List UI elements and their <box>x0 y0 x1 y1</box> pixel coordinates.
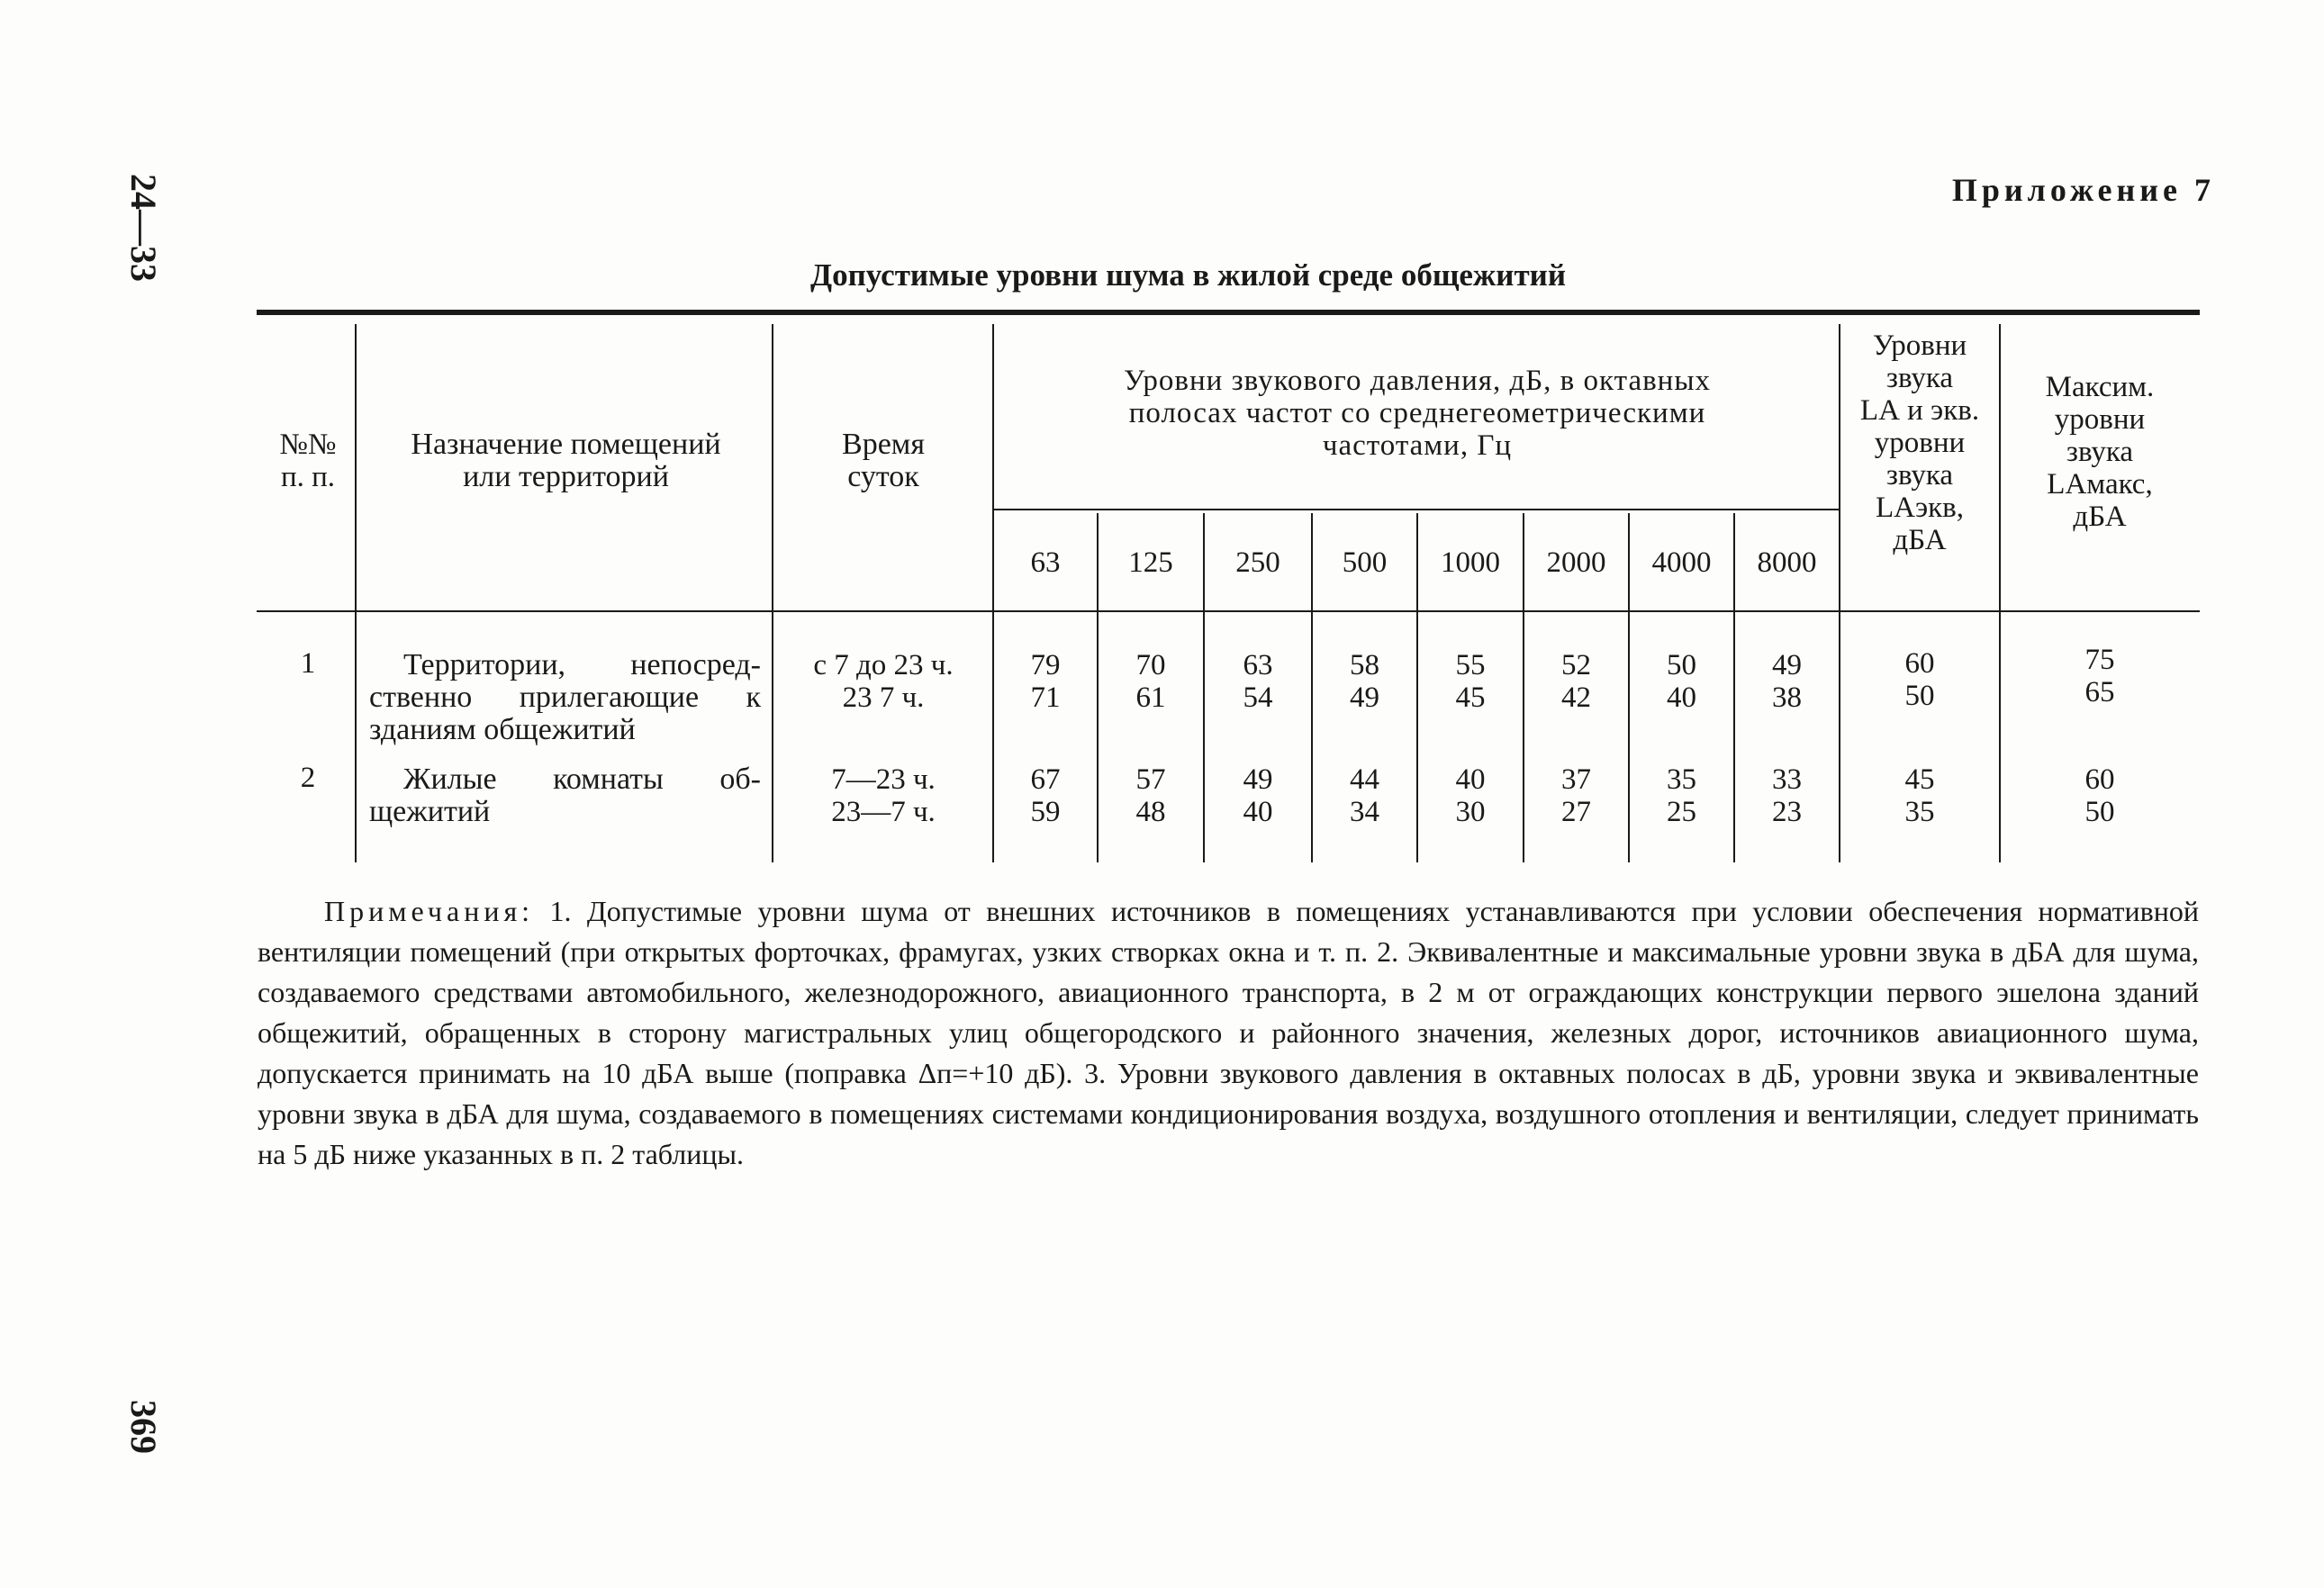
row-level: 58 49 <box>1350 649 1379 714</box>
row-level: 63 54 <box>1243 649 1273 714</box>
header-purpose: Назначение помещений или территорий <box>411 428 721 493</box>
freq-header-rule <box>993 509 1840 510</box>
row-level: 33 23 <box>1772 763 1802 828</box>
row-level: 67 59 <box>1030 763 1061 828</box>
col-divider <box>772 324 773 862</box>
freq-63: 63 <box>1030 546 1061 579</box>
freq-500: 500 <box>1342 546 1388 579</box>
row-level: 70 61 <box>1135 649 1166 714</box>
row-time: с 7 до 23 ч. 23 7 ч. <box>813 649 954 714</box>
row-la: 60 50 <box>1904 647 1935 712</box>
row-purpose: Жилые комнаты об-щежитий <box>369 762 761 828</box>
row-level: 57 48 <box>1135 763 1166 828</box>
row-level: 79 71 <box>1030 649 1061 714</box>
freq-125: 125 <box>1128 546 1173 579</box>
row-level: 49 38 <box>1772 649 1802 714</box>
row-time: 7—23 ч. 23—7 ч. <box>831 763 936 828</box>
header-time: Время суток <box>842 428 925 493</box>
notes-lead: Примечания: <box>324 895 535 927</box>
freq-4000: 4000 <box>1651 546 1712 579</box>
freq-2000: 2000 <box>1546 546 1606 579</box>
header-sound-level: Уровни звука LА и экв. уровни звука LАэкв, дБА <box>1859 329 1980 556</box>
notes-body: 1. Допустимые уровни шума от внешних источников в помещениях устанавливаются при условии обеспечения нормативной вентиляции помещений (при открытых форточках, фрамугах, узких створках окна и т. п. 2. Эквивалентные и максимальные уровни звука в дБА для шума, создаваемого средствами автомобильного, железнодорожного, авиационного транспорта, в 2 м от ограждающих конструкции первого эшелона зданий общежитий, обращенных в сторону магистральных улиц общегородского и районного значения, железных дорог, источников авиационного шума, допускается принимать на 10 дБА выше (поправка Δп=+10 дБ). 3. Уровни звукового давления в октавных полосах в дБ, уровни звука и эквивалентные уровни звука в дБА для шума, создаваемого в помещениях системами кондиционирования воздуха, воздушного отопления и вентиляции, следует принимать на 5 дБ ниже указанных в п. 2 таблицы. <box>258 895 2200 1170</box>
row-level: 35 25 <box>1667 763 1696 828</box>
appendix-label: Приложение 7 <box>1951 172 2215 208</box>
freq-1000: 1000 <box>1441 546 1500 579</box>
header-pressure: Уровни звукового давления, дБ, в октавных полосах частот со среднегеометрическими частотами, Гц <box>1123 365 1712 462</box>
freq-8000: 8000 <box>1757 546 1817 579</box>
page-code: 24—33 <box>123 174 164 282</box>
header-num: №№ п. п. <box>279 429 337 493</box>
row-level: 40 30 <box>1455 763 1486 828</box>
row-num: 1 <box>300 647 316 680</box>
row-level: 50 40 <box>1667 649 1696 714</box>
row-la: 45 35 <box>1904 763 1935 828</box>
row-num: 2 <box>300 762 316 794</box>
header-bottom-rule <box>257 610 2200 612</box>
table-title: Допустимые уровни шума в жилой среде общежитий <box>810 257 1566 293</box>
row-lmax: 75 65 <box>2084 644 2115 708</box>
row-lmax: 60 50 <box>2084 763 2115 828</box>
row-level: 55 45 <box>1455 649 1486 714</box>
row-purpose: Территории, непосред-ственно прилегающие к зданиям общежитий <box>369 648 761 746</box>
notes <box>258 891 2199 1175</box>
table-top-rule <box>257 310 2200 315</box>
row-level: 52 42 <box>1561 649 1591 714</box>
header-max-level: Максим. уровни звука LАмакс, дБА <box>2045 371 2155 533</box>
row-level: 37 27 <box>1561 763 1591 828</box>
page-number: 369 <box>123 1400 164 1454</box>
col-divider <box>355 324 357 862</box>
freq-250: 250 <box>1235 546 1280 579</box>
row-level: 44 34 <box>1350 763 1379 828</box>
row-level: 49 40 <box>1243 763 1273 828</box>
